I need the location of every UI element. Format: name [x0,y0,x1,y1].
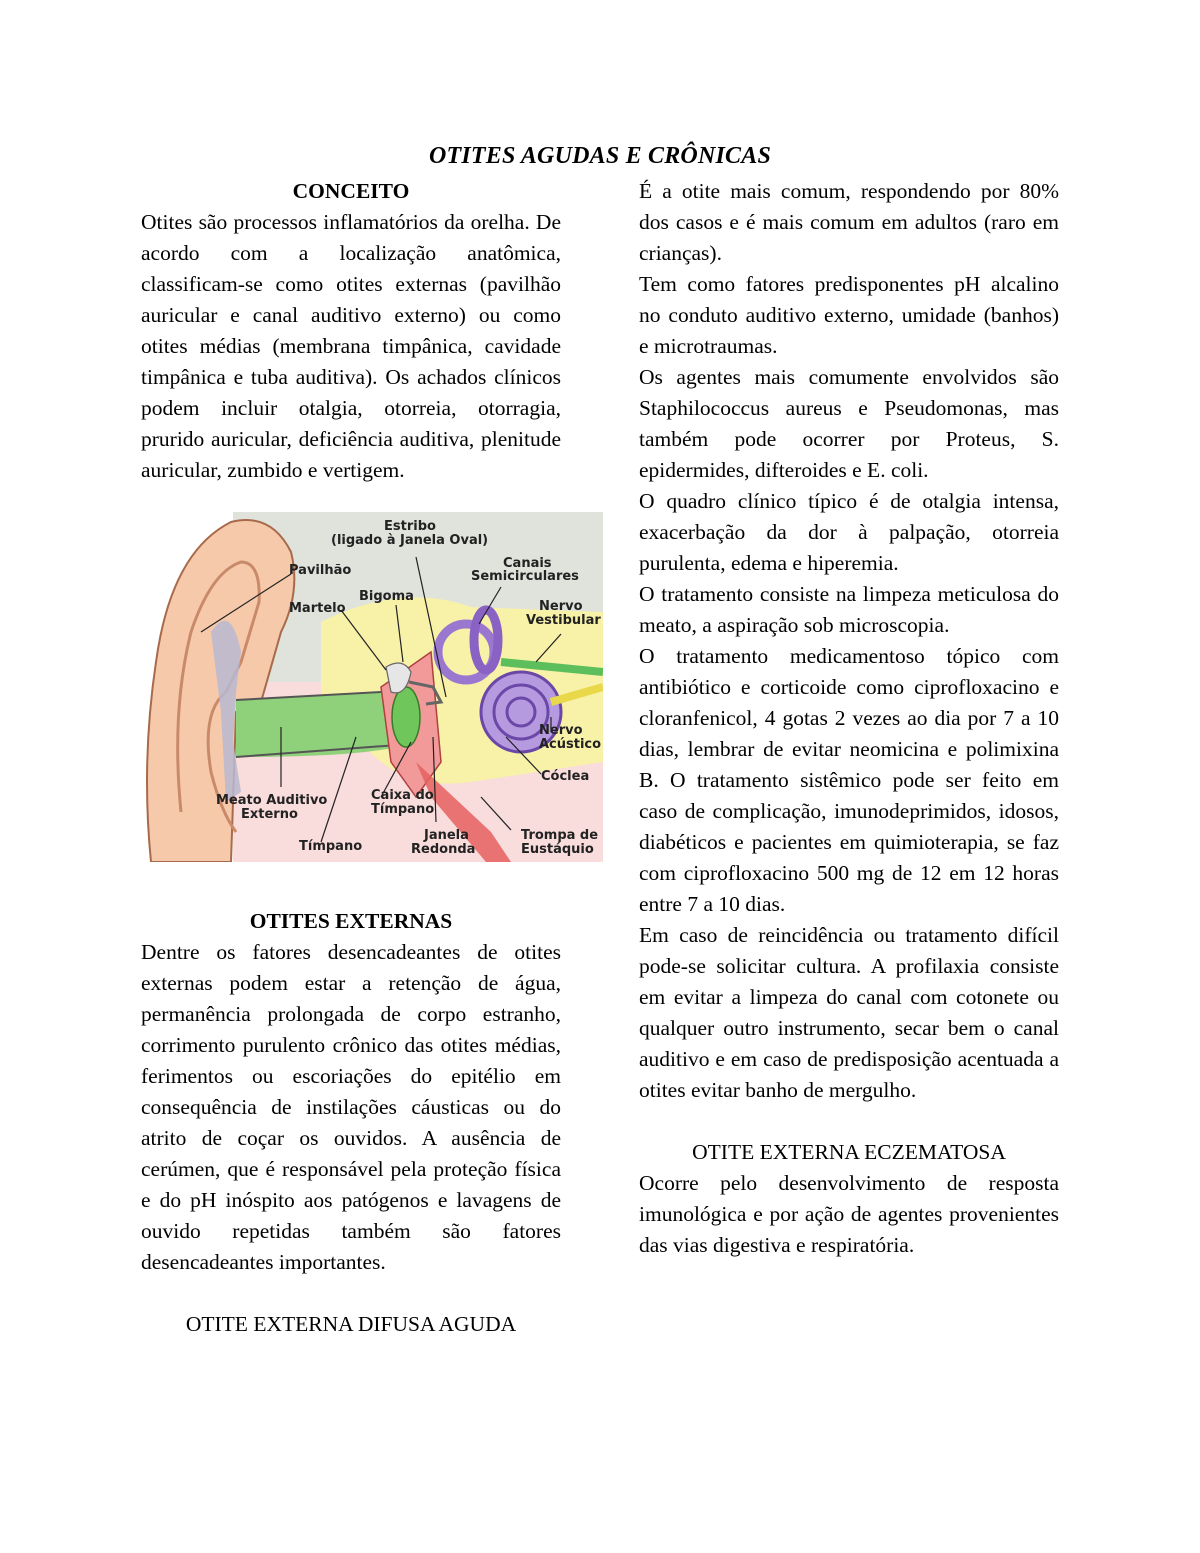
label-nervo-vestibular-sub: Vestibular [526,613,601,628]
paragraph-right-5: O tratamento consiste na limpeza meticulosa do meato, a aspiração sob microscopia. [639,582,1059,637]
paragraph-eczematosa: Ocorre pelo desenvolvimento de resposta imunológica e por ação de agentes provenientes das vias digestiva e respiratória. [639,1171,1059,1257]
label-coclea: Cóclea [541,769,590,784]
label-estribo-sub: (ligado à Janela Oval) [331,533,489,548]
label-nervo-vestibular: Nervo [539,599,583,614]
label-meato-sub: Externo [241,807,298,822]
left-column [141,176,602,1340]
paragraph-otites-externas: Dentre os fatores desencadeantes de otites externas podem estar a retenção de água, permanência prolongada de corpo estranho, corrimento purulento crônico das otites médias, ferimentos ou escoriações do epitélio em consequência de instilações cáusticas ou do atrito de coçar os ouvidos. A ausência de cerúmen, que é responsável pela proteção física e do pH inóspito aos patógenos e lavagens de ouvido repetidas também são fatores desencadeantes importantes. [141,940,561,1274]
paragraph-right-7: Em caso de reincidência ou tratamento difícil pode-se solicitar cultura. A profilaxia consiste em evitar a limpeza do canal com cotonete ou qualquer outro instrumento, secar bem o canal auditivo e em caso de predisposição acentuada a otites evitar banho de mergulho. [639,923,1059,1102]
section-heading-otites-externas: OTITES EXTERNAS [249,909,453,933]
label-canais: Canais [503,556,552,571]
ear-anatomy-figure [141,512,603,862]
label-janela-sub: Redonda [411,842,476,857]
paragraph-right-3: Os agentes mais comumente envolvidos são Staphilococcus aureus e Pseudomonas, mas também pode ocorrer por Proteus, S. epidermides, difteroides e E. coli. [639,365,1059,482]
ear-anatomy-diagram [141,512,603,862]
section-heading-difusa-aguda: OTITE EXTERNA DIFUSA AGUDA [185,1312,517,1336]
label-janela: Janela [424,828,469,843]
label-trompa-sub: Eustáquio [521,842,594,857]
label-estribo: Estribo [384,519,436,534]
label-timpano: Tímpano [299,839,363,854]
label-caixa: Caixa do [371,788,434,803]
label-martelo: Martelo [289,601,346,616]
label-caixa-sub: Tímpano [371,802,435,817]
tympanic-membrane [392,687,420,747]
label-trompa: Trompa de [521,828,599,843]
page-title: OTITES AGUDAS E CRÔNICAS [428,143,771,169]
paragraph-right-2: Tem como fatores predisponentes pH alcalino no conduto auditivo externo, umidade (banhos) e microtraumas. [639,272,1059,358]
paragraph-right-1: É a otite mais comum, respondendo por 80% dos casos e é mais comum em adultos (raro em crianças). [639,179,1059,265]
section-heading-conceito: CONCEITO [292,179,410,203]
label-bigorna: Bigoma [359,589,414,604]
label-canais-sub: Semicirculares [471,569,579,584]
right-column [639,176,1059,1261]
paragraph-conceito: Otites são processos inflamatórios da orelha. De acordo com a localização anatômica, classificam-se como otites externas (pavilhão auricular e canal auditivo externo) ou como otites médias (membrana timpânica, cavidade timpânica e tuba auditiva). Os achados clínicos podem incluir otalgia, otorreia, otorragia, prurido auricular, deficiência auditiva, plenitude auricular, zumbido e vertigem. [141,210,561,482]
label-meato: Meato Auditivo [216,793,328,808]
label-nervo-acustico-sub: Acústico [539,737,602,752]
label-nervo-acustico: Nervo [539,723,583,738]
paragraph-right-4: O quadro clínico típico é de otalgia intensa, exacerbação da dor à palpação, otorreia purulenta, edema e hiperemia. [639,489,1059,575]
section-heading-eczematosa: OTITE EXTERNA ECZEMATOSA [692,1140,1006,1164]
paragraph-right-6: O tratamento medicamentoso tópico com antibiótico e corticoide como ciprofloxacino e cloranfenicol, 4 gotas 2 vezes ao dia por 7 a 10 dias, lembrar de evitar neomicina e polimixina B. O tratamento sistêmico pode ser feito em caso de complicação, imunodeprimidos, idosos, diabéticos e pacientes em quimioterapia, se faz com ciprofloxacino 500 mg de 12 em 12 horas entre 7 a 10 dias. [639,644,1059,916]
label-pavilhao: Pavilhão [289,563,352,578]
